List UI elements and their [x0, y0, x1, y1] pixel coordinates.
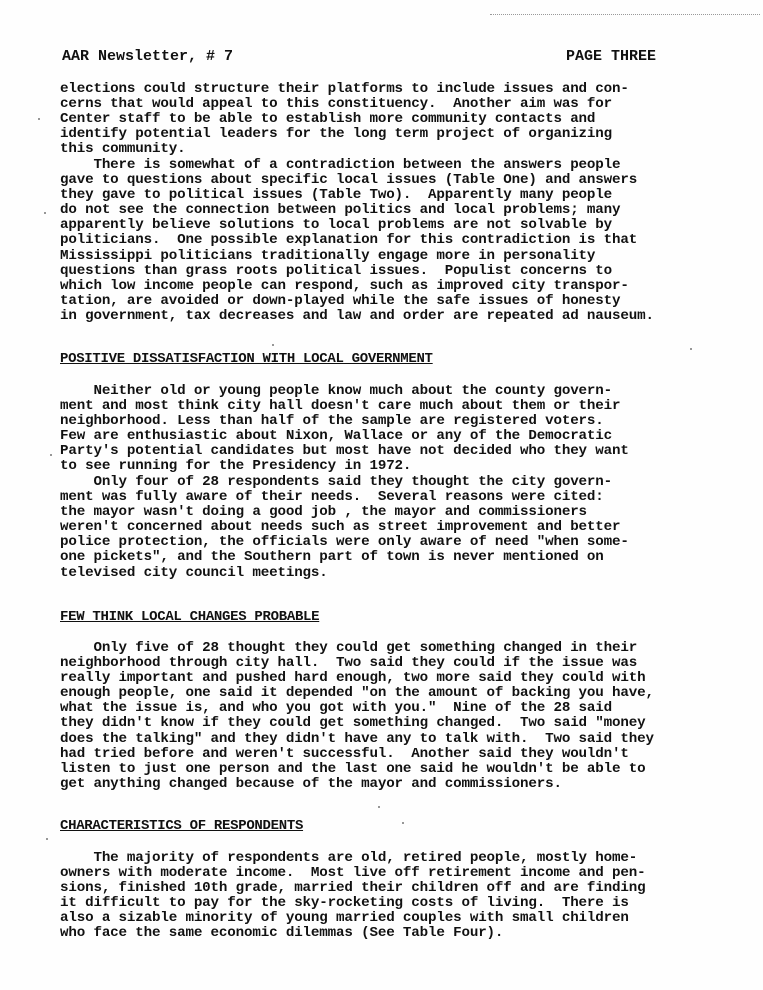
paragraph-county-government: Neither old or young people know much about the county govern- ment and most think city hall doesn't care much about them or their neighborhood. Less than half of the sample are registered voters. Few are enthusiastic about Nixon, Wallace or any of the Democratic Party's potential candidates but most have not decided who they want to see running for the Presidency in 1972. [60, 383, 629, 475]
page-number: PAGE THREE [565, 48, 656, 65]
scan-speck [46, 838, 48, 840]
scan-speck [378, 806, 380, 808]
section-heading-dissatisfaction: POSITIVE DISSATISFACTION WITH LOCAL GOVERNMENT [60, 351, 433, 367]
scan-artifact [490, 14, 760, 16]
scan-speck [44, 212, 46, 214]
section-heading-local-changes: FEW THINK LOCAL CHANGES PROBABLE [60, 609, 320, 625]
page-header [62, 48, 656, 68]
paragraph-respondents: The majority of respondents are old, retired people, mostly home- owners with moderate income. Most live off retirement income and pen- sions, finished 10th grade, married their children off and are finding it difficult to pay for the sky-rocketing costs of living. There is also a sizable minority of young married couples with small children who face the same economic dilemmas (See Table Four). [60, 850, 646, 942]
paragraph-contradiction: There is somewhat of a contradiction between the answers people gave to questions about specific local issues (Table One) and answers they gave to political issues (Table Two). Apparently many people do not see the connection between politics and local problems; many apparently believe solutions to local problems are not solvable by politicians. One possible explanation for this contradiction is that Mississippi politicians traditionally engage more in personality questions than grass roots political issues. Populist concerns to which low income people can respond, such as improved city transpor- tation, are avoided or down-played while the safe issues of honesty in government, tax decreases and law and order are repeated ad nauseum. [60, 157, 654, 324]
paragraph-changes: Only five of 28 thought they could get something changed in their neighborhood through city hall. Two said they could if the issue was really important and pushed hard enough, two more said they could with enough people, one said it depended "on the amount of backing you have, what the issue is, and who you got with you." Nine of the 28 said they didn't know if they could get something changed. Two said "money does the talking" and they didn't have any to talk with. Two said they had tried before and weren't successful. Another said they wouldn't listen to just one person and the last one said he wouldn't be able to get anything changed because of the mayor and commissioners. [60, 640, 654, 792]
paragraph-elections: elections could structure their platforms to include issues and con- cerns that would appeal to this constituency. Another aim was for Center staff to be able to establish more community contacts and identify potential leaders for the long term project of organizing this community. [60, 81, 629, 158]
scan-speck [402, 822, 404, 824]
scan-speck [690, 348, 692, 350]
scan-speck [38, 118, 40, 120]
scan-speck [272, 344, 274, 346]
paragraph-city-government: Only four of 28 respondents said they thought the city govern- ment was fully aware of their needs. Several reasons were cited: the mayor wasn't doing a good job , the mayor and commissioners weren't concerned about needs such as street improvement and better police protection, the officials were only aware of need "when some- one pickets", and the Southern part of town is never mentioned on televised city council meetings. [60, 474, 629, 581]
section-heading-respondents: CHARACTERISTICS OF RESPONDENTS [60, 818, 304, 834]
scan-speck [50, 454, 52, 456]
newsletter-title: AAR Newsletter, # 7 [62, 48, 234, 65]
